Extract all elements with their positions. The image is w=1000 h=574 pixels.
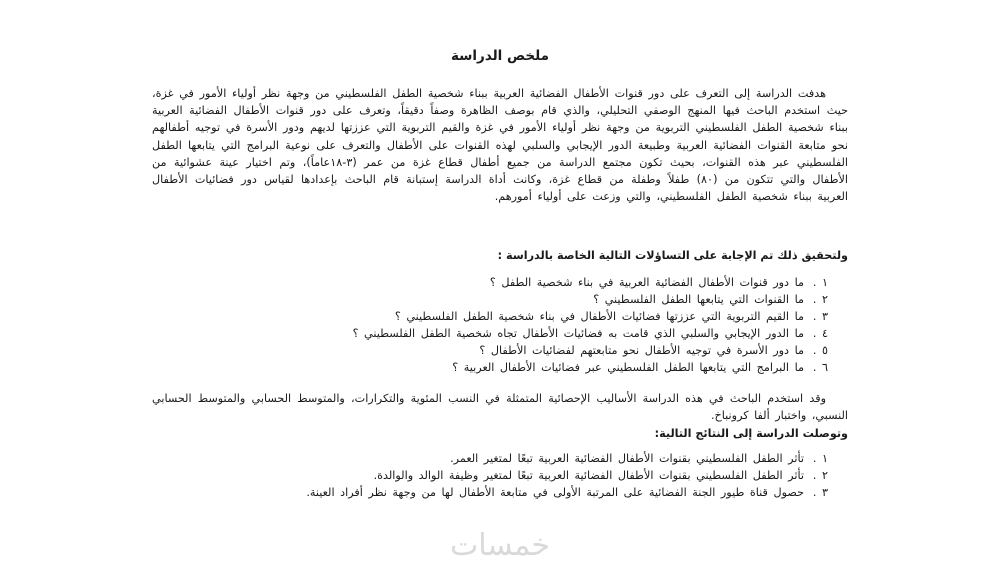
- question-item: [152, 359, 828, 376]
- item-text: ما البرامج التي يتابعها الطفل الفلسطيني عبر فضائيات الأطفال العربية ؟: [452, 361, 804, 374]
- item-text: ما الدور الإيجابي والسلبي الذي قامت به فضائيات الأطفال تجاه شخصية الطفل الفلسطيني ؟: [352, 327, 804, 340]
- results-list: [152, 450, 828, 501]
- document-title: ملخص الدراسة: [450, 48, 550, 64]
- item-text: تأثر الطفل الفلسطيني بقنوات الأطفال الفضائية العربية تبعًا لمتغير العمر.: [450, 452, 804, 465]
- item-number: ٥ .: [812, 344, 828, 357]
- question-item: [152, 325, 828, 342]
- item-text: تأثر الطفل الفلسطيني بقنوات الأطفال الفضائية العربية تبعًا لمتغير وظيفة الوالد والوالدة.: [373, 469, 804, 482]
- methods-paragraph: وقد استخدم الباحث في هذه الدراسة الأساليب الإحصائية المتمثلة في النسب المئوية والتكرارات، والمتوسط الحسابي والمتوسط الحسابي النسبي، واختبار ألفا كرونباخ.: [152, 392, 848, 423]
- item-number: ٢ .: [812, 293, 828, 306]
- item-text: حصول قناة طيور الجنة الفضائية على المرتبة الأولى في متابعة الأطفال لها من وجهة نظر أفراد العينة.: [306, 486, 804, 499]
- question-item: [152, 274, 828, 291]
- results-heading: وتوصلت الدراسة إلى النتائج التالية:: [654, 427, 848, 440]
- item-number: ١ .: [812, 452, 828, 465]
- item-text: ما دور الأسرة في توجيه الأطفال نحو متابعتهم لفضائيات الأطفال ؟: [479, 344, 804, 357]
- result-item: [152, 450, 828, 467]
- item-number: ٤ .: [812, 327, 828, 340]
- document-page: [152, 0, 848, 574]
- item-text: ما القنوات التي يتابعها الطفل الفلسطيني ؟: [593, 293, 804, 306]
- question-item: [152, 342, 828, 359]
- item-number: ١ .: [812, 276, 828, 289]
- item-number: ٢ .: [812, 469, 828, 482]
- item-text: ما دور قنوات الأطفال الفضائية العربية في بناء شخصية الطفل ؟: [489, 276, 804, 289]
- questions-list: [152, 274, 828, 376]
- item-number: ٣ .: [812, 486, 828, 499]
- item-number: ٣ .: [812, 310, 828, 323]
- questions-heading: ولتحقيق ذلك تم الإجابة على التساؤلات التالية الخاصة بالدراسة :: [497, 249, 848, 262]
- item-text: ما القيم التربوية التي عززتها فضائيات الأطفال في بناء شخصية الطفل الفلسطيني ؟: [394, 310, 804, 323]
- question-item: [152, 291, 828, 308]
- item-number: ٦ .: [812, 361, 828, 374]
- intro-paragraph: هدفت الدراسة إلى التعرف على دور قنوات الأطفال الفضائية العربية ببناء شخصية الطفل الفلسطيني من وجهة نظر أولياء الأمور في غزة، حيث استخدم الباحث فيها المنهج الوصفي التحليلي، والذي قام بوصف الظاهرة وصفاً دقيقاً، وتعرف على دور قنوات الأطفال الفضائية العربية ببناء شخصية الطفل الفلسطيني التربوية من وجهة نظر أولياء الأمور في غزة والقيم التربوية التي عززتها لديهم ودور الأسرة في توجيه أطفالهم نحو متابعة القنوات الفضائية العربية وطبيعة الدور الإيجابي والسلبي لهذه القنوات على الأطفال والتعرف على نوعية البرامج التي يتابعها الطفل الفلسطيني عبر هذه القنوات، بحيث تكون مجتمع الدراسة من جميع أطفال قطاع غزة من عمر (٣-١٨عاماً)، وتم اختيار عينة عشوائية من الأطفال والتي تتكون من (٨٠) طفلاً وطفلة من قطاع غزة، وكانت أداة الدراسة إستبانة قام الباحث بإعدادها لقياس دور فضائيات الأطفال العربية ببناء شخصية الطفل الفلسطيني، والتي وزعت على أولياء أمورهم.: [152, 87, 849, 204]
- khamsat-watermark-logo: خمسات: [449, 528, 551, 563]
- result-item: [152, 484, 828, 501]
- question-item: [152, 308, 828, 325]
- result-item: [152, 467, 828, 484]
